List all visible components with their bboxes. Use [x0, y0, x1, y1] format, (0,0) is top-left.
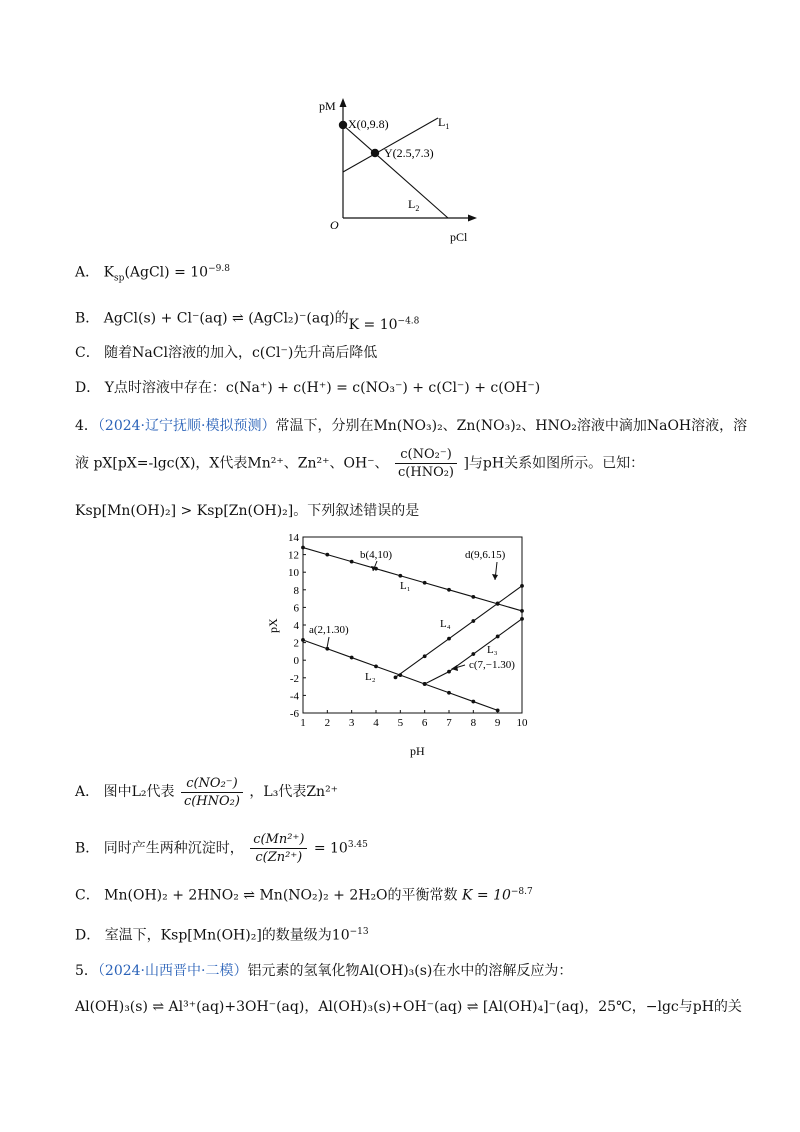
x-tick-label: 1 — [300, 717, 306, 729]
y-tick-label: -4 — [289, 690, 299, 703]
x-tick-label: 9 — [494, 717, 501, 729]
q3-option-d: D． Y点时溶液中存在：c(Na⁺) + c(H⁺) = c(NO₃⁻) + c(Cl⁻) + c(OH⁻) — [75, 380, 541, 396]
series-1-point — [447, 588, 451, 592]
line-label-l4: L₄ — [440, 618, 451, 630]
l2-label: $L_2$ — [408, 197, 420, 213]
x-tick-label: 6 — [421, 717, 428, 729]
y-tick-label: 14 — [288, 532, 299, 544]
chart-x-label: pH — [410, 744, 425, 758]
x-tick-label: 7 — [446, 717, 452, 729]
annotation-b: b(4,10) — [360, 549, 393, 561]
series-3-point — [447, 637, 451, 641]
q4-stem-fraction: $\frac{\text{c(NO₂⁻)}}{\text{c(HNO₂)}}$ — [395, 446, 457, 481]
series-2-point — [350, 656, 354, 660]
x-tick-label: 4 — [373, 717, 379, 729]
y-tick-label: -6 — [289, 708, 299, 720]
series-2-point — [496, 708, 500, 712]
q4-stem-line3: Ksp[Mn(OH)₂] > Ksp[Zn(OH)₂]。下列叙述错误的是 — [75, 503, 420, 519]
q3-option-c: C． 随着NaCl溶液的加入，c(Cl⁻)先升高后降低 — [75, 345, 378, 361]
x-tick-label: 8 — [470, 717, 477, 729]
px-ph-chart — [265, 525, 540, 760]
y-tick-label: 4 — [293, 620, 299, 632]
series-4-point — [447, 670, 451, 674]
series-4-point — [520, 617, 524, 621]
series-3-point — [520, 584, 524, 588]
series-1-point — [520, 609, 524, 613]
graph-pm-pcl — [300, 95, 490, 255]
annotation-a: a(2,1.30) — [309, 624, 349, 636]
graph1-y-axis-label: pM — [319, 99, 336, 113]
series-3-point — [423, 654, 427, 658]
line-label-l2: L₂ — [365, 671, 376, 683]
q4-stem-line1: 4．（2024·辽宁抚顺·模拟预测）常温下，分别在Mn(NO₃)₂、Zn(NO₃)₂、HNO₂溶液中滴加NaOH溶液，溶 — [75, 418, 748, 434]
series-1-point — [350, 560, 354, 564]
series-2-point — [447, 691, 451, 695]
series-1-point — [301, 546, 305, 550]
series-1-point — [398, 574, 402, 578]
q4-option-b: B． 同时产生两种沉淀时， $\frac{\text{c(Mn²⁺)}}{\text{c(Zn²⁺)}}$ = $10^{3.45}$ — [75, 832, 368, 866]
q5-stem-line1: 5．（2024·山西晋中·二模）铝元素的氢氧化物Al(OH)₃(s)在水中的溶解反应为： — [75, 963, 573, 979]
q3-option-a: A． $K_{sp}(AgCl) = 10^{-9.8}$ — [75, 264, 230, 284]
series-4-point — [423, 682, 427, 686]
series-3-point — [496, 602, 500, 606]
y-tick-label: 10 — [288, 567, 299, 580]
line-label-l3: L₃ — [487, 644, 498, 656]
y-tick-label: 6 — [293, 602, 299, 615]
point-x — [339, 121, 347, 129]
line-label-l1: L₁ — [400, 580, 411, 592]
q4-option-d: D． 室温下，Ksp[Mn(OH)₂]的数量级为$10^{-13}$ — [75, 927, 369, 944]
x-tick-label: 3 — [348, 717, 355, 729]
annotation-c: c(7,−1.30) — [469, 659, 515, 671]
y-tick-label: 0 — [293, 655, 299, 668]
series-2-point — [301, 638, 305, 642]
series-2-point — [471, 700, 475, 704]
series-4-point — [471, 652, 475, 656]
graph1-origin-label: O — [330, 218, 339, 232]
annotation-d: d(9,6.15) — [465, 549, 506, 561]
x-tick-label: 5 — [397, 717, 404, 729]
x-tick-label: 2 — [324, 717, 331, 729]
point-x-label: X(0,9.8) — [348, 117, 389, 131]
q4-stem-line2: 液 pX[pX=-lgc(X)，X代表Mn²⁺、Zn²⁺、OH⁻、 $\frac{\text{c(NO₂⁻)}}{\text{c(HNO₂)}}$ ]与pH关系如图所示。已知： — [75, 447, 645, 480]
x-tick-label: 10 — [516, 717, 528, 729]
y-tick-label: 8 — [293, 584, 299, 597]
series-1-point — [423, 581, 427, 585]
y-tick-label: 2 — [293, 637, 299, 650]
series-4-point — [496, 635, 500, 639]
chart-y-label: pX — [266, 618, 280, 633]
q5-stem-line2: Al(OH)₃(s) ⇌ Al³⁺(aq)+3OH⁻(aq)，Al(OH)₃(s)+OH⁻(aq) ⇌ [Al(OH)₄]⁻(aq)，25℃，−lgc与pH的关 — [75, 999, 742, 1015]
q4-option-c: C． Mn(OH)₂ + 2HNO₂ ⇌ Mn(NO₂)₂ + 2H₂O的平衡常数 $K = 10^{-8.7}$ — [75, 887, 533, 904]
series-3-point — [394, 675, 398, 679]
point-y — [371, 149, 379, 157]
q3-option-b: B． AgCl(s) + Cl⁻(aq) ⇌ (AgCl₂)⁻(aq)的$K = 10^{-4.8}$ — [75, 310, 420, 333]
series-2-point — [374, 664, 378, 668]
y-tick-label: -2 — [289, 672, 299, 685]
graph1-x-axis-label: pCl — [450, 230, 468, 244]
series-3-point — [471, 619, 475, 623]
l1-label: $L_1$ — [438, 115, 450, 131]
series-1-point — [471, 595, 475, 599]
point-y-label: Y(2.5,7.3) — [384, 146, 434, 160]
q4-option-a: A． 图中L₂代表 $\frac{\text{c(NO₂⁻)}}{\text{c(HNO₂)}}$ ，L₃代表Zn²⁺ — [75, 775, 339, 809]
y-tick-label: 12 — [288, 549, 299, 562]
series-1-point — [325, 553, 329, 557]
